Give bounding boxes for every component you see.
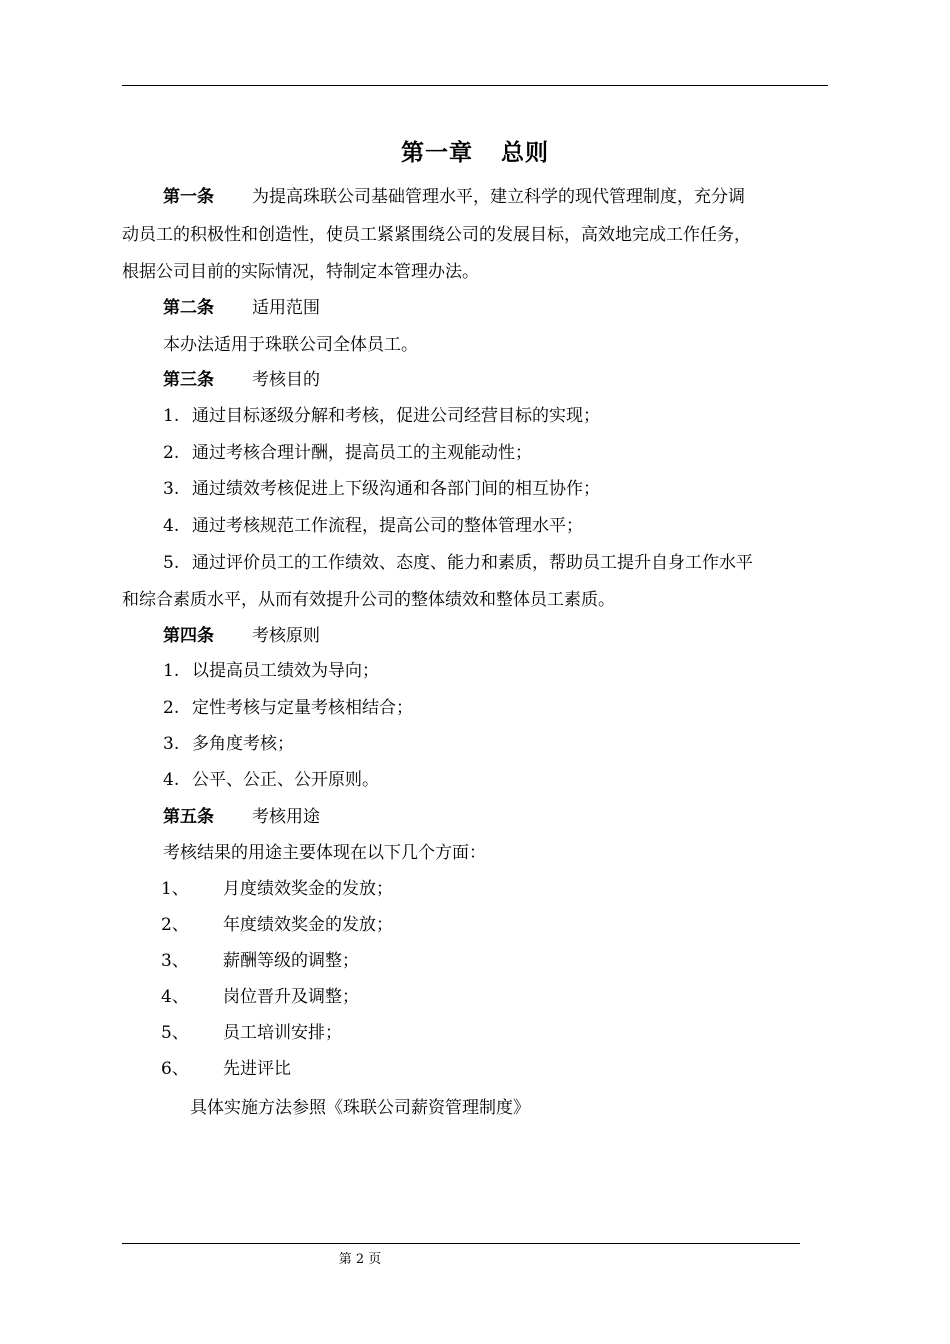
list-item-text: 通过目标逐级分解和考核，促进公司经营目标的实现； [192, 406, 600, 426]
list-item [161, 986, 359, 1008]
article-5-title: 考核用途 [252, 807, 320, 827]
article-1-text-1: 为提高珠联公司基础管理水平，建立科学的现代管理制度，充分调 [252, 187, 745, 207]
list-item-number: 6、 [161, 1059, 189, 1079]
page-number: 第 2 页 [338, 1252, 382, 1267]
article-4-label: 第四条 [163, 626, 214, 646]
article-2-heading [163, 297, 320, 319]
article-1-line-2: 动员工的积极性和创造性，使员工紧紧围绕公司的发展目标，高效地完成工作任务， [122, 225, 751, 245]
chapter-title [0, 134, 950, 167]
list-item [163, 478, 600, 500]
header-rule [122, 85, 828, 86]
list-item [161, 878, 393, 900]
article-1-line-1 [163, 186, 745, 208]
list-item-text: 月度绩效奖金的发放； [223, 879, 393, 899]
list-item-number: 4. [163, 770, 180, 790]
article-2-body: 本办法适用于珠联公司全体员工。 [163, 335, 418, 355]
article-3-title: 考核目的 [252, 370, 320, 390]
list-item-number: 1. [163, 406, 180, 426]
list-item-text: 公平、公正、公开原则。 [192, 770, 379, 790]
list-item-continuation: 和综合素质水平，从而有效提升公司的整体绩效和整体员工素质。 [122, 590, 615, 610]
list-item-text: 以提高员工绩效为导向； [192, 661, 379, 681]
list-item-text: 多角度考核； [192, 734, 294, 754]
list-item [163, 442, 532, 464]
list-item-number: 4. [163, 516, 180, 536]
list-item-text: 通过考核规范工作流程，提高公司的整体管理水平； [192, 516, 583, 536]
article-2-title: 适用范围 [252, 298, 320, 318]
list-item-text: 通过评价员工的工作绩效、态度、能力和素质，帮助员工提升自身工作水平 [192, 553, 753, 573]
list-item [163, 515, 583, 537]
article-1-line-3: 根据公司目前的实际情况，特制定本管理办法。 [122, 262, 479, 282]
list-item-text: 岗位晋升及调整； [223, 987, 359, 1007]
article-4-title: 考核原则 [252, 626, 320, 646]
list-item-number: 5、 [161, 1023, 189, 1043]
article-5-label: 第五条 [163, 807, 214, 827]
list-item [163, 733, 294, 755]
list-item-text: 薪酬等级的调整； [223, 951, 359, 971]
list-item [161, 914, 393, 936]
article-5-intro: 考核结果的用途主要体现在以下几个方面： [163, 843, 486, 863]
list-item-text: 年度绩效奖金的发放； [223, 915, 393, 935]
chapter-name: 总则 [501, 139, 549, 166]
article-5-closing: 具体实施方法参照《珠联公司薪资管理制度》 [190, 1098, 530, 1118]
article-1-label: 第一条 [163, 187, 214, 207]
list-item-number: 2. [163, 698, 180, 718]
list-item [163, 697, 413, 719]
list-item-text: 先进评比 [223, 1059, 291, 1079]
list-item-number: 3、 [161, 951, 189, 971]
list-item-number: 5. [163, 553, 180, 573]
list-item [161, 1058, 291, 1080]
list-item-number: 4、 [161, 987, 189, 1007]
list-item [161, 1022, 342, 1044]
list-item [161, 950, 359, 972]
list-item-number: 3. [163, 734, 180, 754]
list-item-number: 1、 [161, 879, 189, 899]
article-3-heading [163, 369, 320, 391]
list-item [163, 769, 379, 791]
list-item [163, 405, 600, 427]
list-item-text: 定性考核与定量考核相结合； [192, 698, 413, 718]
article-5-heading [163, 806, 320, 828]
chapter-prefix: 第一章 [401, 139, 473, 166]
list-item-text: 员工培训安排； [223, 1023, 342, 1043]
list-item [163, 660, 379, 682]
list-item-text: 通过考核合理计酬，提高员工的主观能动性； [192, 443, 532, 463]
list-item-text: 通过绩效考核促进上下级沟通和各部门间的相互协作； [192, 479, 600, 499]
article-3-label: 第三条 [163, 370, 214, 390]
list-item-number: 3. [163, 479, 180, 499]
list-item-number: 2. [163, 443, 180, 463]
footer-rule [122, 1243, 800, 1244]
article-4-heading [163, 625, 320, 647]
list-item [163, 552, 753, 574]
list-item-number: 1. [163, 661, 180, 681]
article-2-label: 第二条 [163, 298, 214, 318]
list-item-number: 2、 [161, 915, 189, 935]
